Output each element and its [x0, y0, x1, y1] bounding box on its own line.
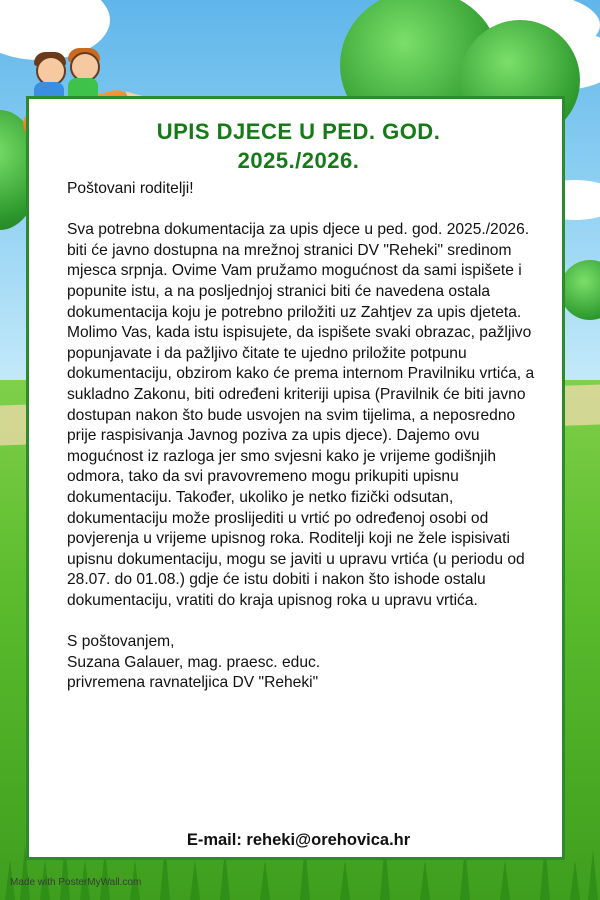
notice-panel: [26, 96, 565, 860]
credit-watermark: Made with PosterMyWall.com: [10, 877, 142, 888]
signer-role: privremena ravnateljica DV "Reheki": [67, 674, 319, 692]
notice-text: [67, 179, 547, 694]
title-line-2: 2025./2026.: [237, 148, 360, 173]
body-paragraph: Sva potrebna dokumentacija za upis djece u ped. god. 2025./2026. biti će javno dostupna na mrežnoj stranici DV "Reheki" sredinom mjesca srpnja. Ovime Vam pružamo mogućnost da sami ispišete i popunite istu, a na posljednjoj stranici biti će navedena ostala dokumentacija koju je potrebno priložiti uz Zahtjev za upis djeteta. Molimo Vas, kada istu ispisujete, da ispišete svaki obrazac, pažljivo popunjavate i da pažljivo čitate te ujedno priložite potpunu dokumentaciju, obzirom kako će prema internom Pravilniku vrtića, a sukladno Zakonu, biti određeni kriteriji upisa (Pravilnik će biti javno dostupan nakon što bude usvojen na svim tijelima, a neposredno prije raspisivanja Javnog poziva za upis djece). Dajemo ovu mogućnost iz razloga jer smo svjesni kako je vrijeme godišnjih odmora, tako da svi pravovremeno mogu prikupiti upisnu dokumentaciju. Također, ukoliko je netko fizički odsutan, dokumentaciju može proslijediti u vrtić po određenoj osobi od povjerenja u vrijeme upisnog roka. Roditelji koji ne žele ispisivati upisnu dokumentaciju, mogu se javiti u upravu vrtića (u periodu od 28.07. do 01.08.) gdje će istu dobiti i nakon što ishode ostalu dokumentaciju, vratiti do kraja upisnog roka u upravu vrtića.: [67, 221, 535, 609]
notice-title: [29, 117, 568, 175]
title-line-1: UPIS DJECE U PED. GOD.: [156, 119, 441, 144]
contact-email: E-mail: reheki@orehovica.hr: [186, 831, 411, 849]
closing: S poštovanjem,: [67, 633, 175, 651]
signer-name: Suzana Galauer, mag. praesc. educ.: [67, 653, 321, 671]
greeting: Poštovani roditelji!: [67, 180, 194, 197]
